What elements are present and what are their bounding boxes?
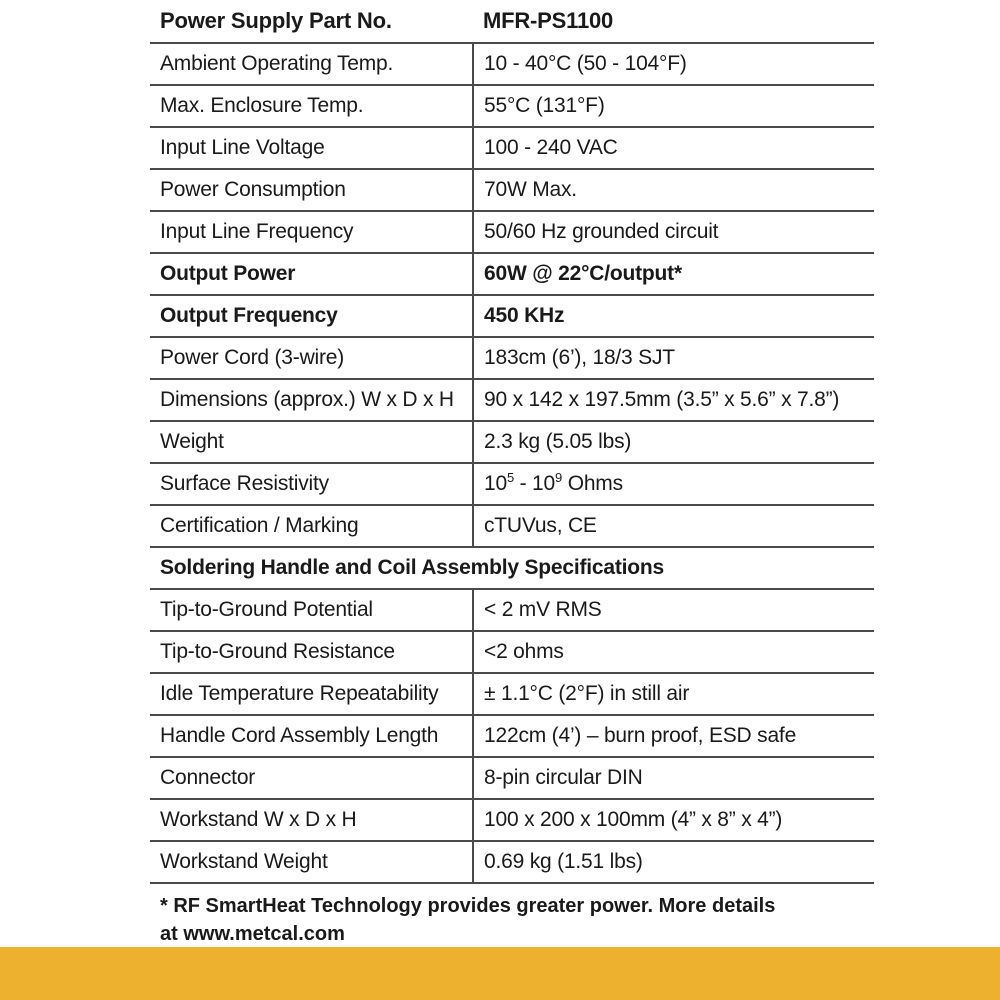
table-row	[150, 337, 874, 379]
row-label: Handle Cord Assembly Length	[150, 715, 473, 757]
footnote	[150, 892, 874, 948]
section-heading-row	[150, 547, 874, 589]
row-value-resistivity	[473, 463, 874, 505]
table-row	[150, 589, 874, 631]
row-label: Weight	[150, 421, 473, 463]
table-row	[150, 715, 874, 757]
row-value: 2.3 kg (5.05 lbs)	[473, 421, 874, 463]
row-label: Output Frequency	[150, 295, 473, 337]
row-label: Tip-to-Ground Resistance	[150, 631, 473, 673]
spec-table	[150, 0, 874, 884]
row-label: Ambient Operating Temp.	[150, 43, 473, 85]
row-value: 450 KHz	[473, 295, 874, 337]
table-row	[150, 127, 874, 169]
row-value: 55°C (131°F)	[473, 85, 874, 127]
row-label: Max. Enclosure Temp.	[150, 85, 473, 127]
table-row	[150, 463, 874, 505]
row-value: 100 - 240 VAC	[473, 127, 874, 169]
row-label: Input Line Frequency	[150, 211, 473, 253]
row-value: cTUVus, CE	[473, 505, 874, 547]
table-row	[150, 379, 874, 421]
table-row	[150, 841, 874, 883]
table-row	[150, 757, 874, 799]
row-label: Power Cord (3-wire)	[150, 337, 473, 379]
table-row	[150, 211, 874, 253]
table-row	[150, 253, 874, 295]
resistivity-exponent-2: 9	[555, 470, 563, 485]
row-value: ± 1.1°C (2°F) in still air	[473, 673, 874, 715]
section-title: Soldering Handle and Coil Assembly Specifications	[150, 547, 874, 589]
row-label: Idle Temperature Repeatability	[150, 673, 473, 715]
row-label: Workstand Weight	[150, 841, 473, 883]
resistivity-base-1: 10	[484, 472, 507, 495]
row-value: < 2 mV RMS	[473, 589, 874, 631]
row-label: Surface Resistivity	[150, 463, 473, 505]
table-row	[150, 43, 874, 85]
table-row	[150, 673, 874, 715]
row-label: Dimensions (approx.) W x D x H	[150, 379, 473, 421]
row-value: 183cm (6’), 18/3 SJT	[473, 337, 874, 379]
footnote-line-1: * RF SmartHeat Technology provides greater power. More details	[160, 895, 776, 917]
row-value: 60W @ 22°C/output*	[473, 253, 874, 295]
row-value: 100 x 200 x 100mm (4” x 8” x 4”)	[473, 799, 874, 841]
spec-sheet	[150, 0, 874, 948]
resistivity-exponent-1: 5	[506, 470, 514, 485]
header-label: Power Supply Part No.	[150, 0, 473, 43]
row-label: Output Power	[150, 253, 473, 295]
table-row	[150, 85, 874, 127]
footnote-line-2: at www.metcal.com	[160, 923, 345, 945]
row-label: Tip-to-Ground Potential	[150, 589, 473, 631]
row-label: Input Line Voltage	[150, 127, 473, 169]
row-label: Certification / Marking	[150, 505, 473, 547]
resistivity-mid: - 10	[514, 472, 556, 495]
table-row	[150, 421, 874, 463]
table-row	[150, 169, 874, 211]
header-part-number: MFR-PS1100	[473, 0, 874, 43]
table-row	[150, 505, 874, 547]
table-row	[150, 799, 874, 841]
row-label: Connector	[150, 757, 473, 799]
row-value: 122cm (4’) – burn proof, ESD safe	[473, 715, 874, 757]
row-value: 0.69 kg (1.51 lbs)	[473, 841, 874, 883]
row-label: Workstand W x D x H	[150, 799, 473, 841]
table-row	[150, 295, 874, 337]
table-header-row	[150, 0, 874, 43]
row-value: 8-pin circular DIN	[473, 757, 874, 799]
row-label: Power Consumption	[150, 169, 473, 211]
bottom-color-band	[0, 947, 1000, 1000]
row-value: 50/60 Hz grounded circuit	[473, 211, 874, 253]
row-value: 10 - 40°C (50 - 104°F)	[473, 43, 874, 85]
table-row	[150, 631, 874, 673]
row-value: 90 x 142 x 197.5mm (3.5” x 5.6” x 7.8”)	[473, 379, 874, 421]
row-value: 70W Max.	[473, 169, 874, 211]
resistivity-unit: Ohms	[562, 472, 623, 495]
row-value: <2 ohms	[473, 631, 874, 673]
